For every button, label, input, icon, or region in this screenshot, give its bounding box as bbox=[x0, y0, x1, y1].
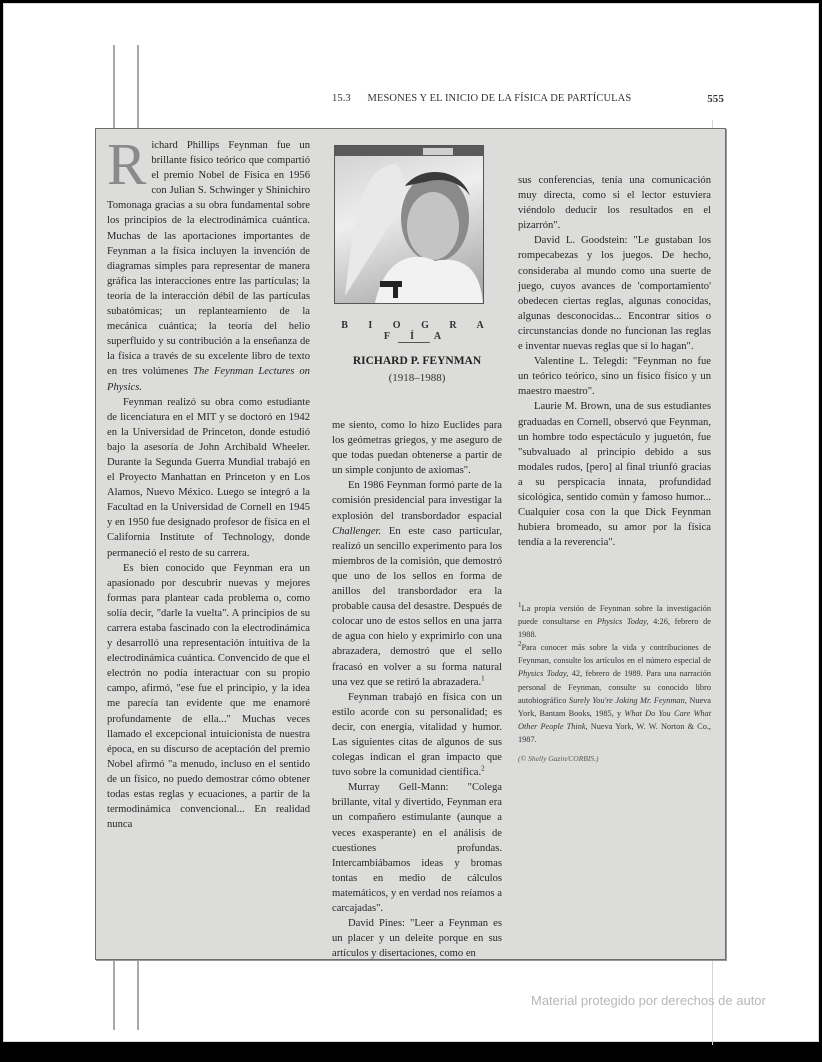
feynman-photo bbox=[334, 145, 484, 304]
paragraph: Valentine L. Telegdi: "Feynman no fue un teórico teórico, sino un físico físico y un maestro maestro". bbox=[518, 356, 711, 398]
biography-label: B I O G R A F Í A bbox=[341, 320, 493, 342]
page-number: 555 bbox=[707, 93, 724, 105]
footnote-1: $^1$La propia versión de Feynman sobre la investigación puede consultarse en Physics Today, 4:26, febrero de 1988. bbox=[518, 601, 711, 640]
biography-name: RICHARD P. FEYNMAN bbox=[352, 355, 482, 367]
section-title: MESONES Y EL INICIO DE LA FÍSICA DE PARTÍCULAS bbox=[367, 93, 632, 104]
running-head bbox=[332, 93, 724, 104]
portrait-image-icon bbox=[335, 146, 483, 303]
book-title: The Feynman Lectures on Physics. bbox=[107, 366, 310, 393]
paragraph: David Pines: "Leer a Feynman es un placer y un deleite porque en sus artículos y disertaciones, como en bbox=[332, 918, 502, 960]
footnote-ref[interactable]: 2 bbox=[481, 764, 485, 773]
biography-column-1 bbox=[107, 131, 310, 832]
footnotes bbox=[518, 602, 711, 765]
paragraph: sus conferencias, tenía una comunicación muy directa, como si el lector estuviera viéndolo deducir los resultados en el pizarrón". bbox=[518, 175, 711, 232]
photo-credit: (© Shelly Gazin/CORBIS.) bbox=[518, 754, 599, 764]
biography-column-3 bbox=[518, 173, 711, 550]
biography-dates: (1918–1988) bbox=[388, 372, 446, 384]
drop-cap: R bbox=[107, 131, 147, 197]
footnote-ref[interactable]: 1 bbox=[481, 674, 485, 683]
copyright-watermark: Material protegido por derechos de autor bbox=[531, 993, 766, 1008]
shuttle-name: Challenger. bbox=[332, 525, 382, 537]
paragraph: En 1986 Feynman formó parte de la comisión presidencial para investigar la explosión del transbordador espacial Challenger. En este caso particular, realizó un sencillo experimento para los miembros de la comisión, que demostró que uno de los sellos en forma de anillos del transbordador era la probable causa del desastre. Después de colocar uno de estos sellos en una jarra de agua con hielo y exprimirlo con una abrazadera, demostró que el sello fracasó en volver a su forma natural una vez que se retiró la abrazadera.$^1$ bbox=[332, 480, 502, 688]
paragraph: Es bien conocido que Feynman era un apasionado por descubrir nuevas y mejores formas para plantear cada problema o, como solía decir, "darle la vuelta". A principios de su carrera estaba fascinado con la electrodinámica y desarrolló una representación intuitiva de la electrodinámica cuántica. Convencido de que el electrón no podía interactuar con su propio campo, afirmó, "ese fue el principio, y la idea me parecía tan evidente que me enamoré profundamente de ella..." Muchas veces llamado el excepcional intuicionista de nuestra época, en su discurso de aceptación del premio Nobel afirmó "a menudo, incluso en el sentido de un físico, no puedo demostrar cómo obtener todas estas reglas y ecuaciones, a partir de la termodinámica convencional... En realidad nunca bbox=[107, 562, 310, 831]
paragraph: Laurie M. Brown, una de sus estudiantes graduadas en Cornell, observó que Feynman, un hombre todo espectáculo y juguetón, fue "subvaluado al principio debido a sus modales rudos, [pero] al final triunfó gracias a su perspicacia innata, profundidad sicológica, sentido común y famoso humor... Cualquier cosa con la que Dick Feynman hubiera bromeado, su amor por la física tendía a la reverencia". bbox=[518, 401, 711, 549]
bottom-black-bar bbox=[0, 1045, 822, 1062]
paragraph: Murray Gell-Mann: "Colega brillante, vital y divertido, Feynman era un compañero estimulante (aunque a veces exasperante) en el análisis de cuestiones profundas. Intercambiábamos ideas y bromas tontas en medio de cálculos matemáticos, y en verdad nos reíamos a carcajadas". bbox=[332, 782, 502, 914]
paragraph: me siento, como lo hizo Euclides para los geómetras griegos, y me aseguro de que todas puedan obtenerse a partir de un simple conjunto de axiomas". bbox=[332, 420, 502, 477]
divider bbox=[398, 342, 430, 343]
section-number: 15.3 bbox=[332, 93, 351, 104]
paragraph: Feynman trabajó en física con un estilo acorde con su personalidad; es decir, con energía, vitalidad y humor. Las siguientes citas de algunos de sus colegas indican el gran impacto que tuvo sobre la comunidad científica.$^2$ bbox=[332, 691, 502, 779]
footnote-2: $^2$Para conocer más sobre la vida y contribuciones de Feynman, consulte los artículos en el número especial de Physics Today, 42, febrero de 1989. Para una narración personal de Feynman, consulte su conocido libro autobiográfico Surely You're Joking Mr. Feynman, Nueva York, Bantam Books, 1985, y What Do You Care What Other People Think, Nueva York, W. W. Norton & Co., 1987. bbox=[518, 640, 712, 744]
paragraph: Richard Phillips Feynman fue un brillante físico teórico que compartió el premio Nobel de Física en 1956 con Julian S. Schwinger y Shinichiro Tomonaga gracias a su obra fundamental sobre los principios de la electrodinámica cuántica. Muchas de las aportaciones importantes de Feynman a la física incluyen la invención de diagramas simples para representar de manera gráfica las interacciones entre las partículas; la teoría de la interacción débil de las partículas subatómicas; un replanteamiento de la mecánica cuántica; la teoría del helio superfluido y su contribución a la enseñanza de la física a través de su excelente libro de texto en tres volúmenes The Feynman Lectures on Physics. bbox=[107, 131, 310, 393]
paragraph: Feynman realizó su obra como estudiante de licenciatura en el MIT y se doctoró en 1942 en la Universidad de Princeton, donde estudió bajo la asesoría de John Archibald Wheeler. Durante la Segunda Guerra Mundial trabajó en el Proyecto Manhattan en Princeton y en Los Alamos, Nuevo México. Luego se integró a la Facultad en la Universidad de Cornell en 1945 y en 1950 fue designado profesor de física en el California Institute of Technology, donde permaneció el resto de su carrera. bbox=[107, 396, 310, 559]
paragraph: David L. Goodstein: "Le gustaban los rompecabezas y los juegos. De hecho, consideraba al mundo como una suerte de juego, cuyos avances de 'comportamiento' obedecen ciertas reglas, algunas conocidas, algunas desconocidas... Encontrar sitios o circunstancias donde no funcionan las reglas e inventar nuevas reglas que sí lo hagan". bbox=[518, 235, 711, 353]
biography-column-2 bbox=[332, 418, 502, 961]
